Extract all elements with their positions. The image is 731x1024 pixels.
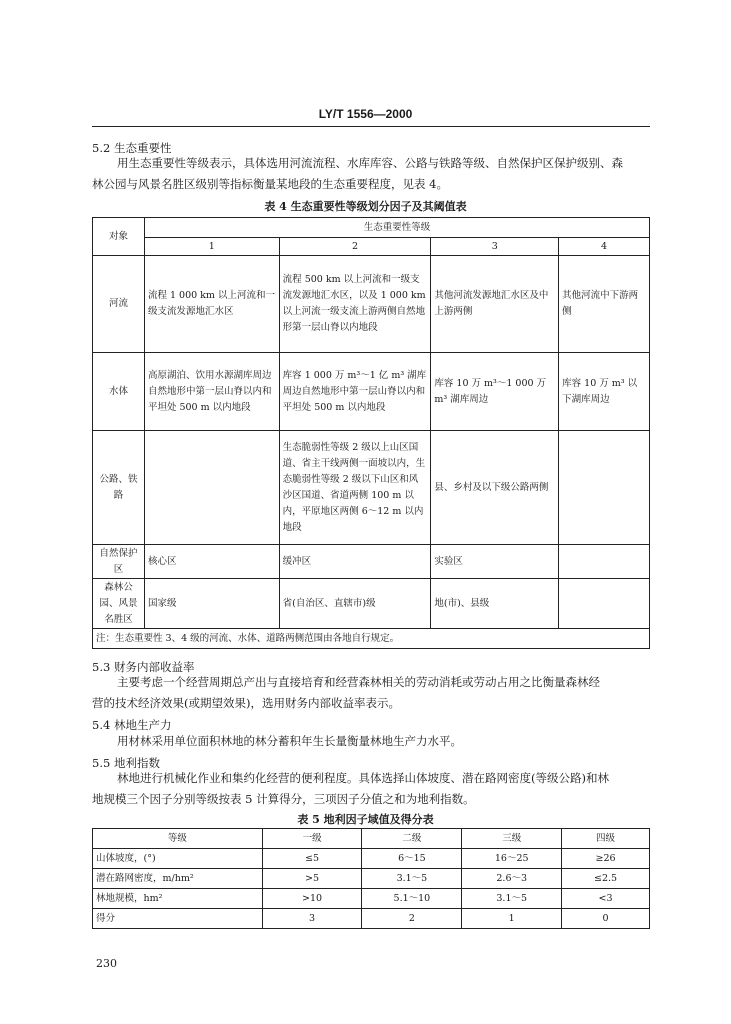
table-5-cell: 16～25 [462, 849, 562, 869]
section-5-2-title: 5.2 生态重要性 [92, 141, 172, 155]
table-row [93, 256, 650, 353]
table-5-header: 三级 [462, 829, 562, 849]
table-5-cell: ≤2.5 [562, 869, 650, 889]
table-5-header: 等级 [93, 829, 263, 849]
table-5-cell: 1 [462, 909, 562, 929]
table-5-cell: 3.1～5 [462, 889, 562, 909]
section-5-3-title: 5.3 财务内部收益率 [92, 660, 195, 674]
table-4-cell: 其他河流中下游两侧 [559, 256, 650, 353]
table-4-level: 1 [144, 238, 279, 256]
table-4-cell: 实验区 [431, 545, 559, 579]
table-4-cell: 国家级 [144, 579, 279, 629]
section-5-2-line-2: 林公园与风景名胜区级别等指标衡量某地段的生态重要程度，见表 4。 [92, 177, 448, 191]
table-5-cell: >10 [262, 889, 362, 909]
table-4-cell: 流程 500 km 以上河流和一级支流发源地汇水区，以及 1 000 km 以上河流一级支流上游两侧自然地形第一层山脊以内地段 [279, 256, 431, 353]
table-row [93, 545, 650, 579]
table-4-object: 水体 [93, 353, 145, 431]
table-4-cell: 缓冲区 [279, 545, 431, 579]
table-4-header-object: 对象 [93, 218, 145, 256]
table-5-cell: 3.1～5 [362, 869, 462, 889]
table-4-object: 河流 [93, 256, 145, 353]
table-4-cell [144, 431, 279, 545]
table-4-level: 4 [559, 238, 650, 256]
table-5-cell: 2.6～3 [462, 869, 562, 889]
table-4 [92, 217, 650, 649]
table-5-label: 得分 [93, 909, 263, 929]
table-4-cell: 流程 1 000 km 以上河流和一级支流发源地汇水区 [144, 256, 279, 353]
section-5-3-line-1: 主要考虑一个经营周期总产出与直接培育和经营森林相关的劳动消耗或劳动占用之比衡量森林经 [117, 675, 600, 689]
table-5-cell: 5.1～10 [362, 889, 462, 909]
table-4-object: 公路、铁路 [93, 431, 145, 545]
table-4-header-group: 生态重要性等级 [144, 218, 649, 238]
table-4-object: 自然保护区 [93, 545, 145, 579]
section-5-5-line-2: 地规模三个因子分别等级按表 5 计算得分，三项因子分值之和为地利指数。 [92, 792, 475, 806]
table-row [93, 889, 650, 909]
table-4-cell [559, 545, 650, 579]
table-4-cell: 核心区 [144, 545, 279, 579]
section-5-2-line-1: 用生态重要性等级表示，具体选用河流流程、水库库容、公路与铁路等级、自然保护区保护级别、森 [117, 156, 623, 170]
table-4-cell: 高原湖泊、饮用水源湖库周边自然地形中第一层山脊以内和平坦处 500 m 以内地段 [144, 353, 279, 431]
table-5-label: 林地规模，hm² [93, 889, 263, 909]
table-4-cell: 库容 10 万 m³～1 000 万 m³ 湖库周边 [431, 353, 559, 431]
table-5-cell: 2 [362, 909, 462, 929]
table-4-cell: 生态脆弱性等级 2 级以上山区国道、省主干线两侧一面坡以内，生态脆弱性等级 2 级以下山区和风沙区国道、省道两侧 100 m 以内，平原地区两侧 6～12 m 以内地段 [279, 431, 431, 545]
table-4-level: 2 [279, 238, 431, 256]
table-4-cell: 其他河流发源地汇水区及中上游两侧 [431, 256, 559, 353]
table-row [93, 909, 650, 929]
table-5-cell: ≤5 [262, 849, 362, 869]
table-5-cell: ≥26 [562, 849, 650, 869]
section-5-3-line-2: 营的技术经济效果(或期望效果)，选用财务内部收益率表示。 [92, 696, 400, 710]
section-5-5-line-1: 林地进行机械化作业和集约化经营的便利程度。具体选择山体坡度、潜在路网密度(等级公路)和林 [117, 771, 609, 785]
table-4-cell: 省(自治区、直辖市)级 [279, 579, 431, 629]
table-5-cell: 3 [262, 909, 362, 929]
table-5-label: 潜在路网密度，m/hm² [93, 869, 263, 889]
table-4-cell [559, 431, 650, 545]
table-5-cell: >5 [262, 869, 362, 889]
page-header: LY/T 1556—2000 [318, 107, 413, 121]
page-number: 230 [96, 957, 117, 970]
table-4-object: 森林公园、风景名胜区 [93, 579, 145, 629]
table-4-caption: 表 4 生态重要性等级划分因子及其阈值表 [264, 200, 467, 213]
section-5-4-title: 5.4 林地生产力 [92, 718, 172, 732]
table-4-cell: 地(市)、县级 [431, 579, 559, 629]
table-5-cell: <3 [562, 889, 650, 909]
header-rule [92, 126, 650, 127]
section-5-4-line-1: 用材林采用单位面积林地的林分蓄积年生长量衡量林地生产力水平。 [117, 734, 462, 748]
table-4-cell: 库容 1 000 万 m³～1 亿 m³ 湖库周边自然地形中第一层山脊以内和平坦处 500 m 以内地段 [279, 353, 431, 431]
table-row [93, 353, 650, 431]
table-5-cell: 6～15 [362, 849, 462, 869]
table-5-label: 山体坡度，(°) [93, 849, 263, 869]
table-row [93, 869, 650, 889]
table-row [93, 849, 650, 869]
table-5 [92, 828, 650, 929]
table-4-cell [559, 579, 650, 629]
table-row [93, 579, 650, 629]
table-5-header: 四级 [562, 829, 650, 849]
table-5-header: 一级 [262, 829, 362, 849]
table-4-level: 3 [431, 238, 559, 256]
table-4-cell: 库容 10 万 m³ 以下湖库周边 [559, 353, 650, 431]
table-5-cell: 0 [562, 909, 650, 929]
section-5-5-title: 5.5 地利指数 [92, 756, 160, 770]
table-5-caption: 表 5 地利因子域值及得分表 [297, 813, 434, 826]
table-4-cell: 县、乡村及以下级公路两侧 [431, 431, 559, 545]
table-row [93, 431, 650, 545]
table-5-header: 二级 [362, 829, 462, 849]
table-4-note: 注：生态重要性 3、4 级的河流、水体、道路两侧范围由各地自行规定。 [93, 629, 650, 649]
